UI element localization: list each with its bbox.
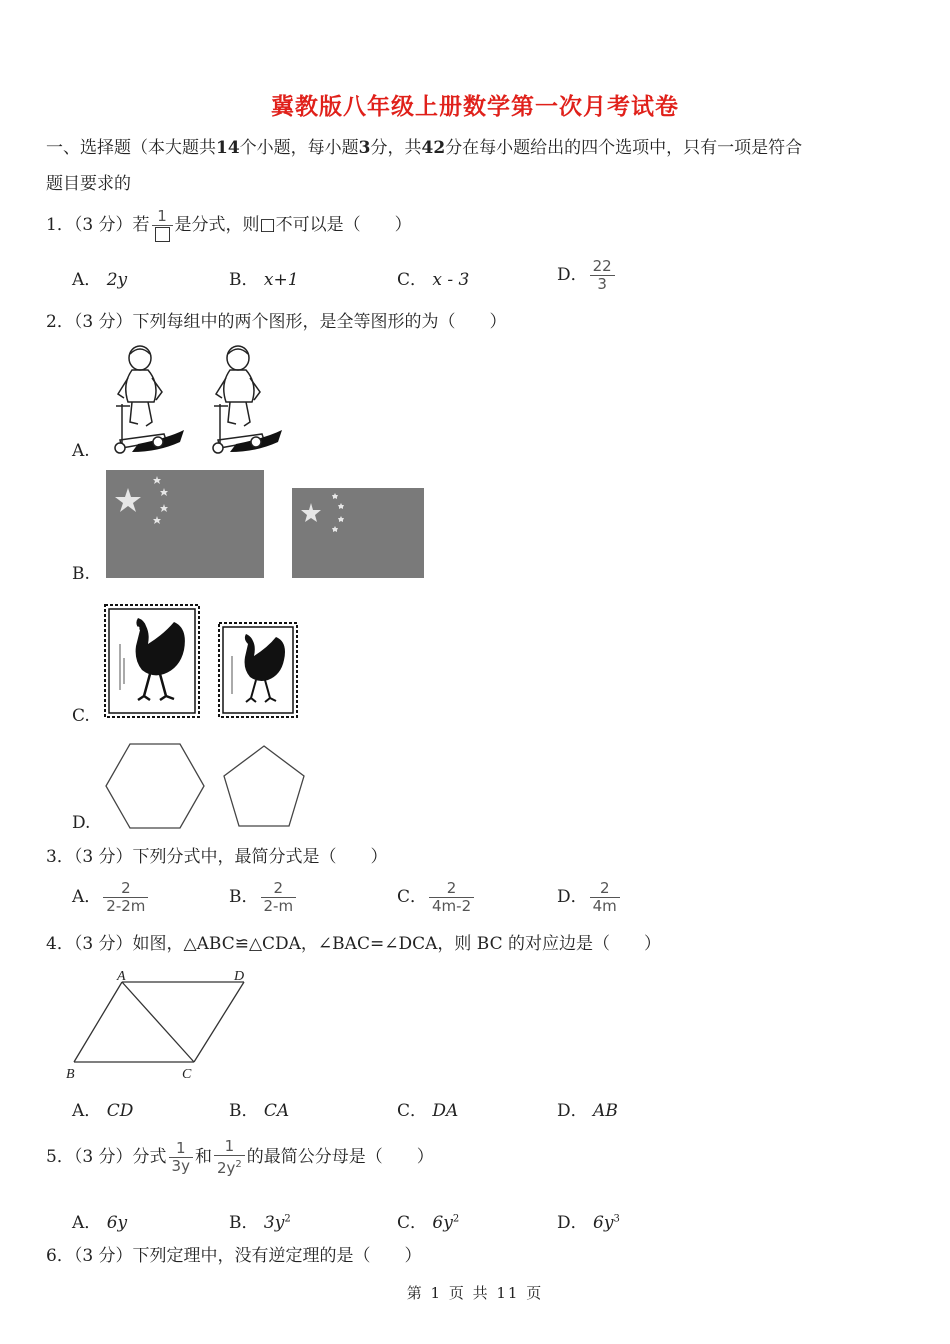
denominator-base: 2y	[216, 1159, 236, 1177]
option-c-label[interactable]: C.	[72, 706, 90, 726]
vertex-label-a: A	[117, 969, 126, 984]
option-exponent: 2	[452, 1213, 460, 1225]
fraction	[214, 1138, 245, 1177]
option-text: 6y	[593, 1213, 614, 1233]
question-count: 14	[216, 138, 240, 158]
option-letter: A．	[72, 887, 102, 907]
fraction-numerator: 2	[103, 880, 148, 898]
fraction-denominator: 3y	[171, 1157, 190, 1175]
vertex-label-b: B	[66, 1067, 75, 1082]
option-d[interactable]	[557, 880, 622, 915]
question-6-stem: 6．（3 分）下列定理中，没有逆定理的是（ ）	[46, 1246, 422, 1266]
fraction	[169, 1140, 193, 1175]
option-letter: B．	[229, 887, 259, 907]
parallelogram-diagram	[62, 968, 262, 1084]
option-text: 3y	[263, 1213, 285, 1233]
question-text: 5．（3 分）分式	[46, 1147, 167, 1167]
fraction-numerator: 1	[169, 1140, 193, 1158]
pentagon-shape	[222, 744, 306, 830]
fraction-denominator: 2-2m	[106, 897, 146, 915]
heading-text: 一、选择题（本大题共	[46, 138, 216, 158]
heading-text: 分在每小题给出的四个选项中，只有一项是符合	[445, 138, 803, 158]
fraction-numerator: 2	[261, 880, 297, 898]
vertex-label-d: D	[234, 969, 245, 984]
fraction-numerator: 1	[152, 208, 173, 226]
option-c[interactable]	[397, 1096, 458, 1121]
points-each: 3	[358, 138, 371, 158]
option-letter: D．	[557, 887, 588, 907]
page-title: 冀教版八年级上册数学第一次月考试卷	[271, 93, 679, 120]
segment-ac	[122, 982, 194, 1062]
option-text: x - 3	[432, 270, 470, 290]
segment-dc	[194, 982, 244, 1062]
option-a[interactable]	[72, 1208, 127, 1233]
option-b[interactable]	[229, 880, 298, 915]
section-heading	[46, 136, 802, 160]
vertex-label-c: C	[182, 1067, 192, 1082]
child-scooter-image-2	[206, 344, 286, 456]
option-a[interactable]	[72, 265, 127, 290]
fraction-numerator: 22	[590, 258, 615, 276]
fraction-numerator: 2	[590, 880, 620, 898]
fraction	[590, 880, 620, 915]
page-footer: 第 1 页 共 11 页	[406, 1284, 544, 1302]
question-5-stem	[46, 1138, 434, 1177]
option-b-label[interactable]: B.	[72, 564, 90, 584]
hexagon-shape	[104, 742, 206, 830]
option-c[interactable]	[397, 880, 476, 915]
fraction-denominator	[152, 226, 173, 243]
option-text: DA	[432, 1101, 459, 1121]
fraction	[103, 880, 148, 915]
child-scooter-image-1	[108, 344, 188, 456]
fraction	[261, 880, 297, 915]
option-text: 6y	[432, 1213, 453, 1233]
heading-text: 分，共	[370, 138, 422, 158]
box-icon	[155, 227, 170, 242]
option-b[interactable]	[229, 1208, 291, 1233]
option-text: CA	[263, 1101, 290, 1121]
option-letter: D．	[557, 265, 588, 285]
option-letter: A．	[72, 1213, 102, 1233]
option-d-label[interactable]: D.	[72, 813, 91, 833]
option-b[interactable]	[229, 265, 299, 290]
heading-text: 个小题，每小题	[239, 138, 359, 158]
fraction-numerator: 2	[429, 880, 474, 898]
option-exponent: 2	[284, 1213, 291, 1225]
option-letter: B．	[229, 270, 259, 290]
question-1-stem	[46, 208, 412, 243]
option-b[interactable]	[229, 1096, 289, 1121]
question-text: 的最简公分母是（ ）	[246, 1147, 434, 1167]
option-text: AB	[593, 1101, 618, 1121]
option-exponent: 3	[613, 1213, 620, 1225]
flag-image-small	[292, 488, 424, 578]
option-letter: C．	[397, 1101, 428, 1121]
option-text: 2y	[106, 270, 128, 290]
question-4-stem: 4．（3 分）如图，△ABC≌△CDA，∠BAC=∠DCA，则 BC 的对应边是（ ）	[46, 934, 661, 954]
rooster-stamp-small	[218, 622, 298, 718]
option-letter: C．	[397, 887, 428, 907]
option-a-label[interactable]: A.	[72, 441, 90, 461]
option-text: CD	[106, 1101, 134, 1121]
option-a[interactable]	[72, 1096, 133, 1121]
option-a[interactable]	[72, 880, 150, 915]
flag-image-large	[106, 470, 264, 578]
fraction-denominator: 3	[597, 275, 607, 293]
option-letter: A．	[72, 1101, 102, 1121]
question-number: 1．（3 分）若	[46, 215, 150, 235]
option-c[interactable]	[397, 265, 469, 290]
denominator-exponent: 2	[235, 1159, 242, 1170]
points-total: 42	[421, 138, 446, 158]
option-c[interactable]	[397, 1208, 459, 1233]
section-heading-line2: 题目要求的	[46, 174, 131, 194]
fraction-denominator: 4m-2	[432, 897, 472, 915]
option-letter: A．	[72, 270, 102, 290]
fraction	[152, 208, 173, 243]
option-letter: C．	[397, 1213, 428, 1233]
fraction-denominator: 2-m	[263, 897, 294, 915]
option-letter: C．	[397, 270, 428, 290]
question-2-stem: 2．（3 分）下列每组中的两个图形，是全等图形的为（ ）	[46, 312, 507, 332]
fraction	[429, 880, 474, 915]
question-3-stem: 3．（3 分）下列分式中，最简分式是（ ）	[46, 847, 388, 867]
fraction-denominator: 4m	[592, 897, 617, 915]
option-d[interactable]	[557, 258, 617, 293]
option-text: 6y	[106, 1213, 128, 1233]
question-text: 是分式，则□不可以是（ ）	[174, 215, 412, 235]
option-d[interactable]	[557, 1208, 620, 1233]
option-letter: D．	[557, 1101, 588, 1121]
option-letter: B．	[229, 1213, 259, 1233]
rooster-stamp-large	[104, 604, 200, 718]
question-text: 和	[194, 1147, 212, 1167]
segment-ab	[74, 982, 122, 1062]
option-text: x+1	[263, 270, 299, 290]
fraction-numerator: 1	[214, 1138, 245, 1156]
option-letter: B．	[229, 1101, 259, 1121]
fraction	[590, 258, 615, 293]
fraction-denominator	[214, 1156, 245, 1177]
option-d[interactable]	[557, 1096, 618, 1121]
option-letter: D．	[557, 1213, 588, 1233]
